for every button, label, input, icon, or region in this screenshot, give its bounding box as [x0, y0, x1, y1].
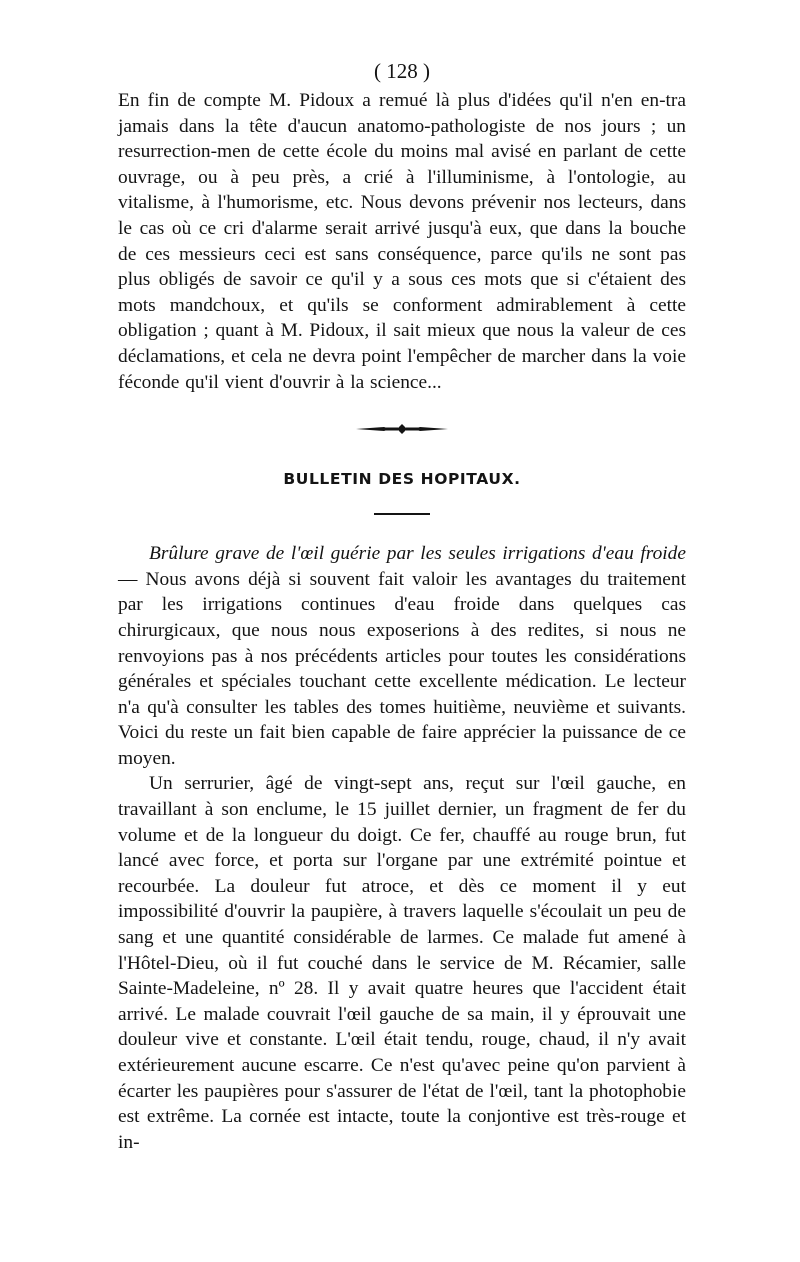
title-dash: —: [118, 568, 138, 590]
intro-paragraph: En fin de compte M. Pidoux a remué là plus d'idées qu'il n'en en-tra jamais dans la tête d'aucun anatomo-pathologiste de nos jours ; un resurrection-men de cette école du moins mal avisé en parlant de cette ouvrage, ou à peu près, a crié à l'illuminisme, à l'ontologie, au vitalisme, à l'humorisme, etc. Nous devons prévenir nos lecteurs, dans le cas où ce cri d'alarme serait arrivé jusqu'à eux, que dans la bouche de ces messieurs ceci est sans conséquence, parce qu'ils ne sont pas plus obligés de savoir ce qu'il y a sous ces mots que si c'étaient des mots mandchoux, et qu'ils se conforment admirablement à cette obligation ; quant à M. Pidoux, il sait mieux que nous la valeur de ces déclamations, et cela ne devra point l'empêcher de marcher dans la voie féconde qu'il vient d'ouvrir à la science...: [118, 90, 686, 393]
ornament-svg: [354, 423, 450, 435]
page-number: ( 128 ): [374, 59, 430, 83]
article-title: Brûlure grave de l'œil guérie par les seules irrigations d'eau froide: [149, 543, 686, 565]
article-paragraph-1-text: Nous avons déjà si souvent fait valoir les avantages du traitement par les irrigations continues d'eau froide dans quelques cas chirurgicaux, que nous nous exposerions à des redites, si nous ne renvoyions pas à nos précédents articles pour toutes les considérations générales et spéciales touchant cette excellente médication. Le lecteur n'a qu'à consulter les tables des tomes huitième, neuvième et suivants. Voici du reste un fait bien capable de faire apprécier la puissance de ce moyen.: [118, 568, 686, 769]
heading-divider: [374, 513, 430, 515]
article-paragraph-2: Un serrurier, âgé de vingt-sept ans, reçut sur l'œil gauche, en travaillant à son enclume, le 15 juillet dernier, un fragment de fer du volume et de la longueur du doigt. Ce fer, chauffé au rouge brun, fut lancé avec force, et porta sur l'organe par une extrémité pointue et recourbée. La douleur fut atroce, et dès ce moment il y eut impossibilité d'ouvrir la paupière, à travers laquelle s'écoulait un peu de sang et une quantité considérable de larmes. Ce malade fut amené à l'Hôtel-Dieu, où il fut couché dans le service de M. Récamier, salle Sainte-Madeleine, nº 28. Il y avait quatre heures que l'accident était arrivé. Le malade couvrait l'œil gauche de sa main, il y éprouvait une douleur vive et constante. L'œil était tendu, rouge, chaud, il n'y avait extérieurement aucune escarre. Ce n'est qu'avec peine qu'on parvient à écarter les paupières pour s'assurer de l'état de l'œil, tant la photophobie est extrême. La cornée est intacte, toute la conjontive est très-rouge et in-: [118, 773, 686, 1153]
article: [118, 541, 686, 1155]
article-paragraph-1: [118, 541, 686, 771]
typographic-ornament-icon: [118, 423, 686, 435]
document-page: [118, 56, 686, 1155]
section-heading: BULLETIN DES HOPITAUX.: [283, 470, 521, 489]
